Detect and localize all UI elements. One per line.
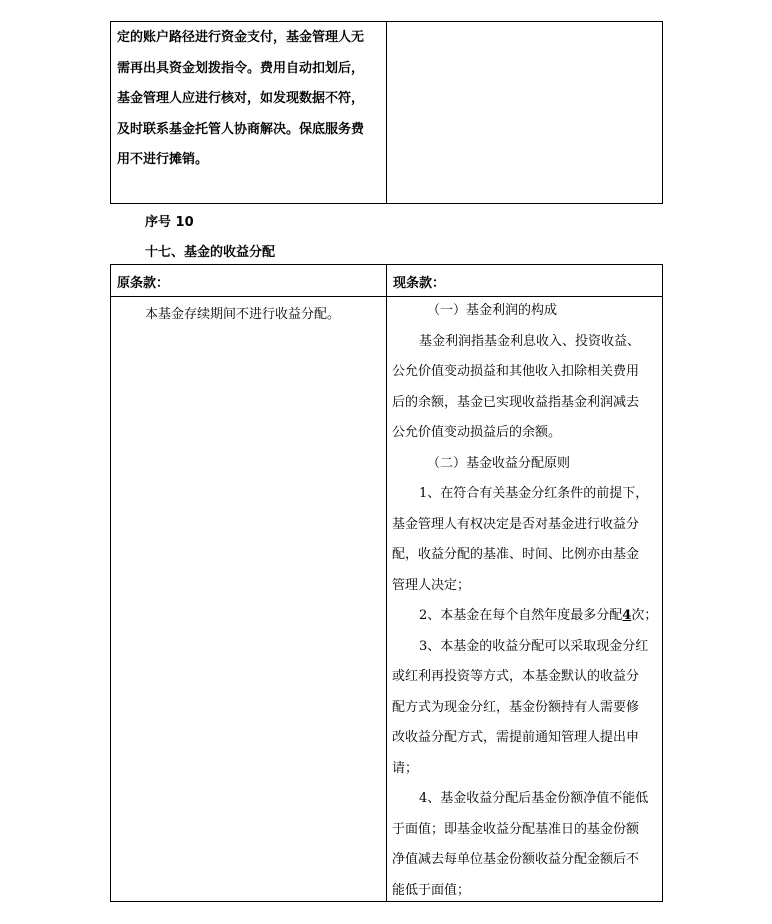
text-line: 配，收益分配的基准、时间、比例亦由基金	[392, 547, 640, 562]
paragraph-heading: （一）基金利润的构成	[427, 303, 558, 318]
header-current-clause: 现条款：	[393, 276, 446, 291]
text-line: 基金利润指基金利息收入、投资收益、	[419, 333, 641, 349]
text-line: 公允价值变动损益后的余额。	[392, 425, 562, 440]
text-line: 后的余额，基金已实现收益指基金利润减去	[392, 394, 640, 410]
text-line: 公允价值变动损益和其他收入扣除相关费用	[392, 364, 640, 379]
text-line: 或红利再投资等方式，本基金默认的收益分	[392, 669, 640, 684]
text-line: 3、本基金的收益分配可以采取现金分红	[419, 638, 649, 654]
text-line: 管理人决定；	[392, 577, 471, 593]
top-table-divider	[386, 21, 387, 204]
current-clause-cell	[392, 296, 660, 906]
text-line: 于面值；即基金收益分配基准日的基金份额	[392, 821, 640, 837]
text-line: 配方式为现金分红，基金份额持有人需要修	[392, 699, 640, 715]
text-line: 1、在符合有关基金分红条件的前提下，	[419, 486, 649, 501]
section-title: 十七、基金的收益分配	[145, 245, 276, 260]
text-fragment: 次；	[631, 608, 658, 623]
paragraph-heading: （二）基金收益分配原则	[427, 455, 571, 471]
text-line	[392, 601, 660, 632]
table-column-divider	[386, 264, 387, 902]
text-line: 及时联系基金托管人协商解决。保底服务费	[117, 121, 365, 137]
text-line: 改收益分配方式，需提前通知管理人提出申	[392, 730, 640, 745]
text-line: 能低于面值；	[392, 882, 471, 898]
text-line: 基金管理人应进行核对，如发现数据不符，	[117, 91, 365, 106]
serial-number: 序号 10	[145, 215, 194, 230]
top-table-left-cell	[117, 23, 382, 176]
text-fragment: 2、本基金在每个自然年度最多分配	[419, 608, 623, 623]
text-line: 4、基金收益分配后基金份额净值不能低	[419, 791, 649, 806]
original-clause-text: 本基金存续期间不进行收益分配。	[145, 307, 341, 322]
text-line: 需再出具资金划拨指令。费用自动扣划后，	[117, 60, 365, 76]
text-line: 请；	[392, 760, 419, 776]
text-line: 净值减去每单位基金份额收益分配金额后不	[392, 852, 640, 867]
header-original-clause: 原条款：	[117, 276, 170, 291]
distribution-count: 4	[622, 608, 632, 623]
text-line: 基金管理人有权决定是否对基金进行收益分	[392, 516, 640, 532]
text-line: 用不进行摊销。	[117, 152, 209, 167]
text-line: 定的账户路径进行资金支付，基金管理人无	[117, 30, 365, 45]
